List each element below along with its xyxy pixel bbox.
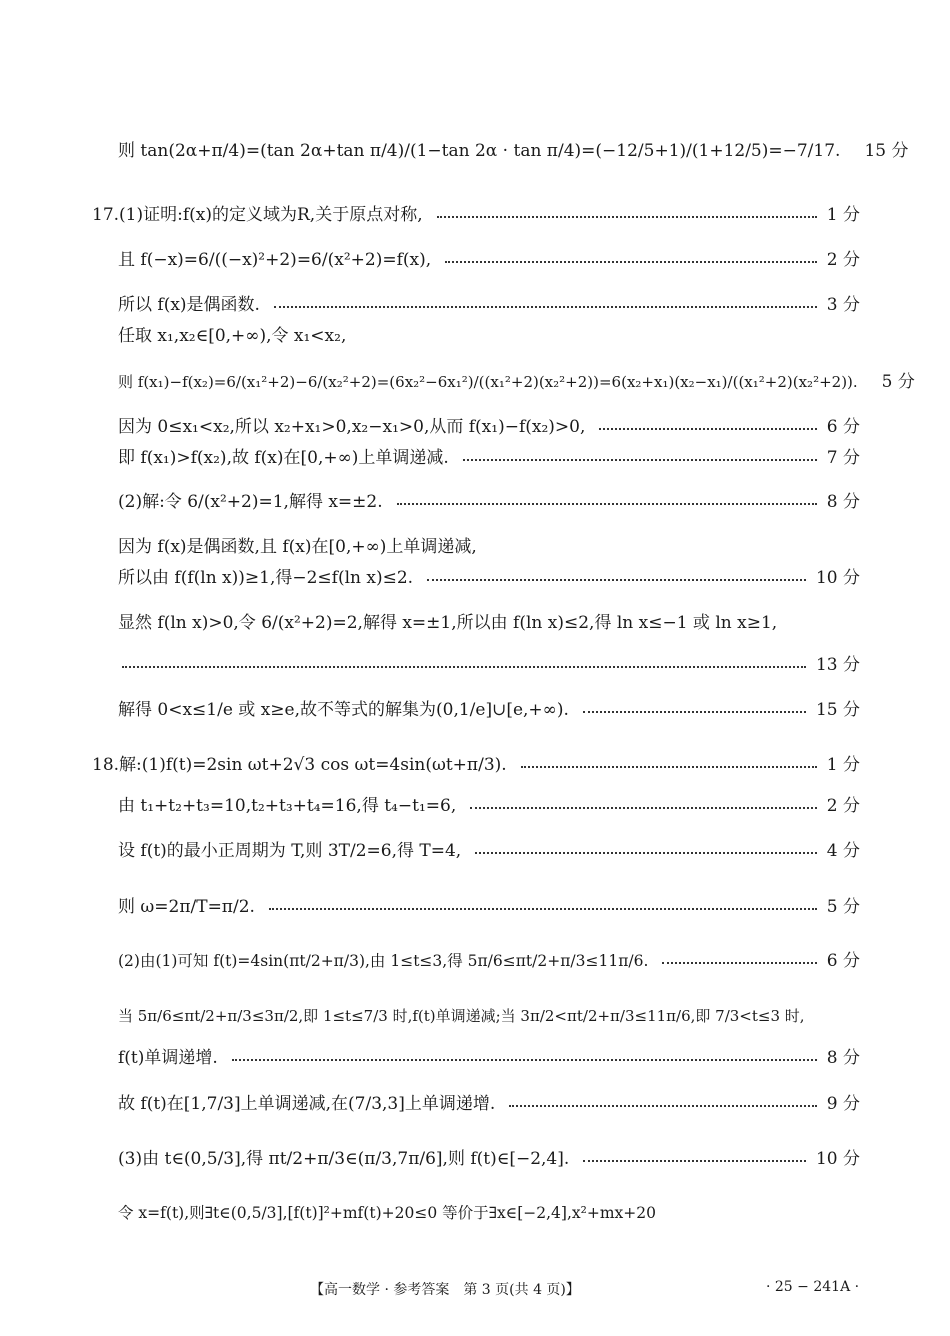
line-11 [118,612,860,634]
leader-dots [583,1160,806,1162]
line-12 [118,654,860,676]
score: 8 分 [826,492,860,512]
line-10 [118,567,860,589]
leader-dots [232,1059,817,1061]
line-text: 设 f(t)的最小正周期为 T,则 3T/2=6,得 T=4, [118,841,462,861]
line-9 [118,536,860,558]
score: 2 分 [826,250,860,270]
line-0 [118,140,909,162]
score: 5 分 [826,897,860,917]
line-text: (3)由 t∈(0,5/3],得 πt/2+π/3∈(π/3,7π/6],则 f(t)∈[−2,4]. [118,1149,570,1169]
leader-dots [662,962,816,964]
line-text: 由 t₁+t₂+t₃=10,t₂+t₃+t₄=16,得 t₄−t₁=6, [118,796,457,816]
line-text: 令 x=f(t),则∃t∈(0,5/3],[f(t)]²+mf(t)+20≤0 等价于∃x∈[−2,4],x²+mx+20 [118,1204,656,1222]
score: 2 分 [826,796,860,816]
line-text: 当 5π/6≤πt/2+π/3≤3π/2,即 1≤t≤7/3 时,f(t)单调递减;当 3π/2<πt/2+π/3≤11π/6,即 7/3<t≤3 时, [118,1007,805,1025]
line-text: 且 f(−x)=6/((−x)²+2)=6/(x²+2)=f(x), [118,250,432,270]
line-18 [118,950,860,972]
score: 4 分 [826,841,860,861]
footer-title: 【高一数学 · 参考答案 第 3 页(共 4 页)】 [310,1282,580,1298]
line-text: 解得 0<x≤1/e 或 x≥e,故不等式的解集为(0,1/e]∪[e,+∞). [118,700,569,720]
line-2 [118,249,860,271]
leader-dots [583,711,806,713]
score: 15 分 [864,141,909,161]
line-7 [118,447,860,469]
line-5 [118,371,915,393]
line-23 [118,1202,860,1224]
line-text: (2)解:令 6/(x²+2)=1,解得 x=±2. [118,492,383,512]
leader-dots [269,908,817,910]
score: 1 分 [826,755,860,775]
footer-code: · 25 − 241A · [766,1279,860,1295]
line-1 [92,204,860,226]
line-text: (2)由(1)可知 f(t)=4sin(πt/2+π/3),由 1≤t≤3,得 5π/6≤πt/2+π/3≤11π/6. [118,952,649,970]
leader-dots [599,428,816,430]
line-14 [92,754,860,776]
score: 1 分 [826,205,860,225]
leader-dots [274,306,817,308]
line-13 [118,699,860,721]
leader-dots [521,766,817,768]
line-text: 则 f(x₁)−f(x₂)=6/(x₁²+2)−6/(x₂²+2)=(6x₂²−6x₁²)/((x₁²+2)(x₂²+2))=6(x₂+x₁)(x₂−x₁)/((x₁²+2)(x₂²+2)). [118,373,858,391]
score: 6 分 [826,417,860,437]
line-text: 则 ω=2π/T=π/2. [118,897,255,917]
line-text: 则 tan(2α+π/4)=(tan 2α+tan π/4)/(1−tan 2α · tan π/4)=(−12/5+1)/(1+12/5)=−7/17. [118,141,841,161]
score: 3 分 [826,295,860,315]
score: 8 分 [826,1048,860,1068]
score: 15 分 [815,700,860,720]
line-text: 任取 x₁,x₂∈[0,+∞),令 x₁<x₂, [118,326,347,346]
line-text: 因为 f(x)是偶函数,且 f(x)在[0,+∞)上单调递减, [118,537,477,557]
line-16 [118,840,860,862]
line-text: f(t)单调递增. [118,1048,218,1068]
score: 10 分 [815,568,860,588]
leader-dots [509,1105,816,1107]
line-text: 17.(1)证明:f(x)的定义域为R,关于原点对称, [92,205,423,225]
leader-dots [122,666,806,668]
line-21 [118,1093,860,1115]
line-text: 故 f(t)在[1,7/3]上单调递减,在(7/3,3]上单调递增. [118,1094,496,1114]
line-6 [118,416,860,438]
line-text: 所以 f(x)是偶函数. [118,295,260,315]
line-text: 即 f(x₁)>f(x₂),故 f(x)在[0,+∞)上单调递减. [118,448,449,468]
line-17 [118,896,860,918]
score: 7 分 [826,448,860,468]
line-22 [118,1148,860,1170]
leader-dots [437,216,817,218]
line-20 [118,1047,860,1069]
line-text: 因为 0≤x₁<x₂,所以 x₂+x₁>0,x₂−x₁>0,从而 f(x₁)−f(x₂)>0, [118,417,586,437]
leader-dots [475,852,817,854]
leader-dots [463,459,817,461]
leader-dots [427,579,806,581]
score: 10 分 [815,1149,860,1169]
line-8 [118,491,860,513]
leader-dots [397,503,817,505]
leader-dots [445,261,817,263]
leader-dots [470,807,817,809]
score: 9 分 [826,1094,860,1114]
score: 13 分 [815,655,860,675]
line-text: 显然 f(ln x)>0,令 6/(x²+2)=2,解得 x=±1,所以由 f(ln x)≤2,得 ln x≤−1 或 ln x≥1, [118,613,778,633]
score: 5 分 [881,372,915,392]
line-19 [118,1005,860,1027]
line-text: 18.解:(1)f(t)=2sin ωt+2√3 cos ωt=4sin(ωt+π/3). [92,755,507,775]
line-4 [118,325,860,347]
score: 6 分 [826,951,860,971]
line-text: 所以由 f(f(ln x))≥1,得−2≤f(ln x)≤2. [118,568,414,588]
line-3 [118,294,860,316]
line-15 [118,795,860,817]
